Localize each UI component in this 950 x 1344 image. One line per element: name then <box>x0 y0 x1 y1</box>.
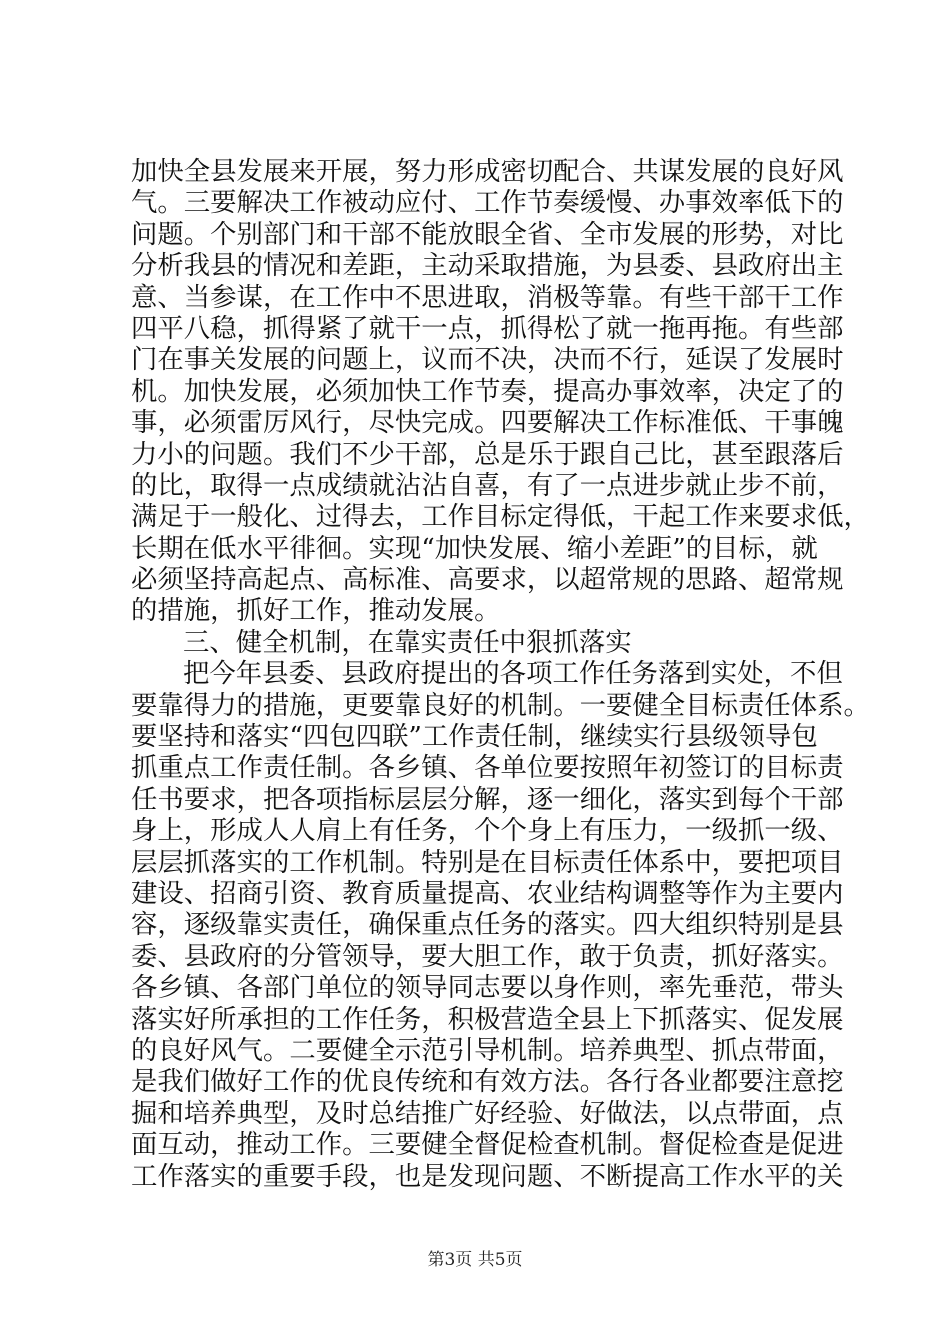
text-line: 建设、招商引资、教育质量提高、农业结构调整等作为主要内 <box>131 877 844 909</box>
text-line: 层层抓落实的工作机制。特别是在目标责任体系中，要把项目 <box>131 846 844 878</box>
text-line: 要坚持和落实“四包四联”工作责任制，继续实行县级领导包 <box>131 721 818 753</box>
text-line: 加快全县发展来开展，努力形成密切配合、共谋发展的良好风 <box>131 156 844 187</box>
section-heading: 三、健全机制，在靠实责任中狠抓落实 <box>183 626 632 658</box>
text-line: 委、县政府的分管领导，要大胆工作，敢于负责，抓好落实。 <box>131 940 844 972</box>
text-line: 分析我县的情况和差距，主动采取措施，为县委、县政府出主 <box>131 250 844 282</box>
paragraph-start: 把今年县委、县政府提出的各项工作任务落到实处，不但 <box>183 658 843 690</box>
text-line: 要靠得力的措施，更要靠良好的机制。一要健全目标责任体系。 <box>131 689 870 721</box>
text-line: 面互动，推动工作。三要健全督促检查机制。督促检查是促进 <box>131 1129 844 1161</box>
text-line: 身上，形成人人肩上有任务，个个身上有压力，一级抓一级、 <box>131 815 844 847</box>
text-line: 抓重点工作责任制。各乡镇、各单位要按照年初签订的目标责 <box>131 752 844 784</box>
text-line: 事，必须雷厉风行，尽快完成。四要解决工作标准低、干事魄 <box>131 407 844 439</box>
text-line: 的措施，抓好工作，推动发展。 <box>131 595 501 627</box>
text-line: 力小的问题。我们不少干部，总是乐于跟自己比，甚至跟落后 <box>131 438 844 470</box>
text-line: 掘和培养典型，及时总结推广好经验、好做法，以点带面，点 <box>131 1097 844 1129</box>
text-line: 问题。个别部门和干部不能放眼全省、全市发展的形势，对比 <box>131 218 844 250</box>
text-line: 必须坚持高起点、高标准、高要求，以超常规的思路、超常规 <box>131 564 844 596</box>
text-line: 意、当参谋，在工作中不思进取，消极等靠。有些干部干工作 <box>131 281 844 313</box>
text-line: 是我们做好工作的优良传统和有效方法。各行各业都要注意挖 <box>131 1066 844 1098</box>
text-line: 满足于一般化、过得去，工作目标定得低，干起工作来要求低， <box>131 501 870 533</box>
text-line: 气。三要解决工作被动应付、工作节奏缓慢、办事效率低下的 <box>131 187 844 219</box>
text-line: 落实好所承担的工作任务，积极营造全县上下抓落实、促发展 <box>131 1003 844 1035</box>
text-line: 四平八稳，抓得紧了就干一点，抓得松了就一拖再拖。有些部 <box>131 312 844 344</box>
text-line: 长期在低水平徘徊。实现“加快发展、缩小差距”的目标，就 <box>131 532 818 564</box>
text-line: 的比，取得一点成绩就沾沾自喜，有了一点进步就止步不前， <box>131 469 844 501</box>
text-line: 任书要求，把各项指标层层分解，逐一细化，落实到每个干部 <box>131 783 844 815</box>
text-line: 容，逐级靠实责任，确保重点任务的落实。四大组织特别是县 <box>131 909 844 941</box>
text-line: 工作落实的重要手段，也是发现问题、不断提高工作水平的关 <box>131 1160 844 1192</box>
text-line: 门在事关发展的问题上，议而不决，决而不行，延误了发展时 <box>131 344 844 376</box>
page-number-footer: 第3页 共5页 <box>427 1250 523 1270</box>
text-line: 机。加快发展，必须加快工作节奏，提高办事效率，决定了的 <box>131 375 844 407</box>
text-line: 各乡镇、各部门单位的领导同志要以身作则，率先垂范，带头 <box>131 972 844 1004</box>
body-text <box>131 156 870 1192</box>
text-line: 的良好风气。二要健全示范引导机制。培养典型、抓点带面， <box>131 1034 844 1066</box>
